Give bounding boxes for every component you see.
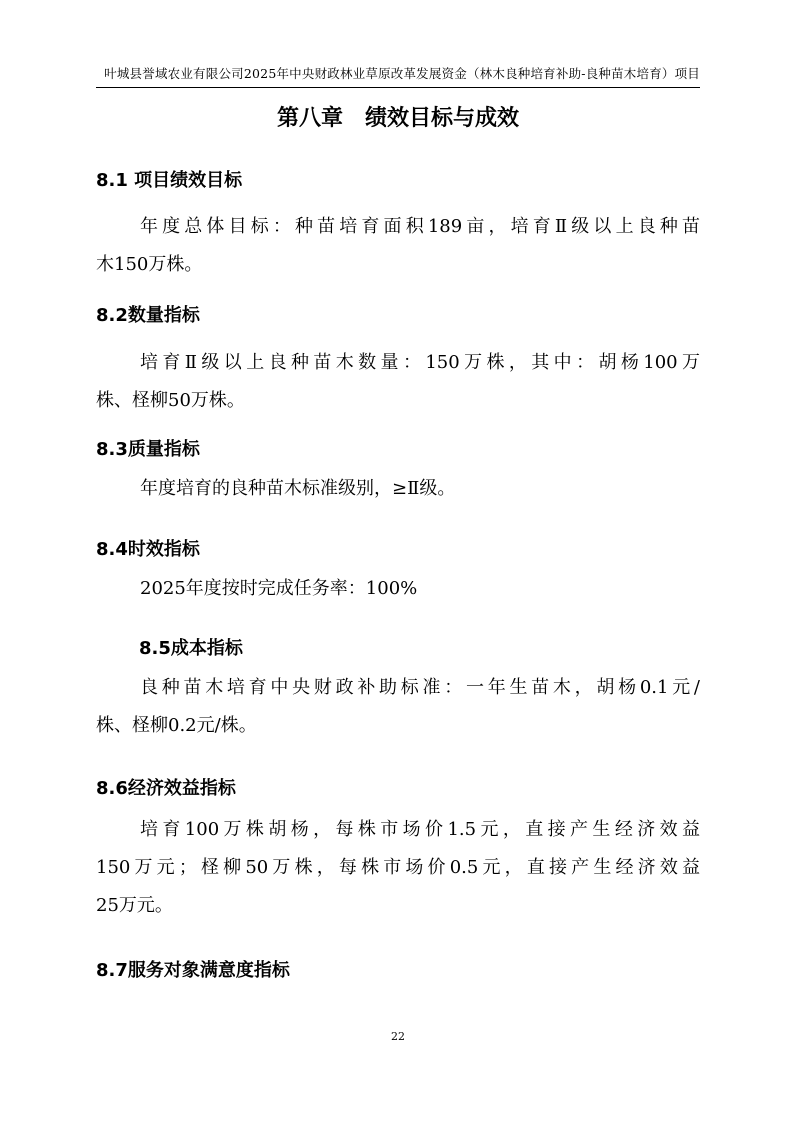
- section-body-8-3: [96, 470, 700, 508]
- section-body-8-1: [96, 208, 700, 284]
- paragraph-line: 木150万株。: [96, 254, 203, 275]
- section-body-8-2: [96, 344, 700, 420]
- paragraph-line: 培育Ⅱ级以上良种苗木数量：150万株，其中：胡杨100万: [140, 352, 700, 373]
- paragraph-line: 2025年度按时完成任务率：100%: [140, 578, 418, 599]
- section-heading-8-4: 8.4时效指标: [96, 539, 200, 560]
- running-header: 叶城县誉域农业有限公司2025年中央财政林业草原改革发展资金（林木良种培育补助-良种苗木培育）项目: [104, 66, 700, 81]
- paragraph-line: 株、柽柳50万株。: [96, 390, 245, 411]
- header-rule: [96, 87, 700, 88]
- section-heading-8-5: 8.5成本指标: [139, 638, 243, 659]
- paragraph-line: 良种苗木培育中央财政补助标准：一年生苗木，胡杨0.1元/: [140, 677, 700, 698]
- paragraph-line: 年度培育的良种苗木标准级别，≥Ⅱ级。: [140, 478, 456, 499]
- section-body-8-6: [96, 811, 700, 925]
- section-heading-8-6: 8.6经济效益指标: [96, 778, 236, 799]
- section-heading-8-2: 8.2数量指标: [96, 305, 200, 326]
- paragraph-line: 年度总体目标：种苗培育面积189亩，培育Ⅱ级以上良种苗: [140, 216, 700, 237]
- paragraph-line: 培育100万株胡杨，每株市场价1.5元，直接产生经济效益: [140, 819, 700, 840]
- page-number: 22: [391, 1030, 405, 1043]
- section-heading-8-3: 8.3质量指标: [96, 439, 200, 460]
- chapter-title: 第八章 绩效目标与成效: [276, 106, 519, 131]
- section-body-8-4: [96, 570, 700, 608]
- paragraph-line: 株、柽柳0.2元/株。: [96, 715, 257, 736]
- section-heading-8-7: 8.7服务对象满意度指标: [96, 960, 290, 981]
- paragraph-line: 150万元；柽柳50万株，每株市场价0.5元，直接产生经济效益: [96, 857, 700, 878]
- section-body-8-5: [96, 669, 700, 745]
- paragraph-line: 25万元。: [96, 895, 173, 916]
- section-heading-8-1: 8.1 项目绩效目标: [96, 170, 243, 191]
